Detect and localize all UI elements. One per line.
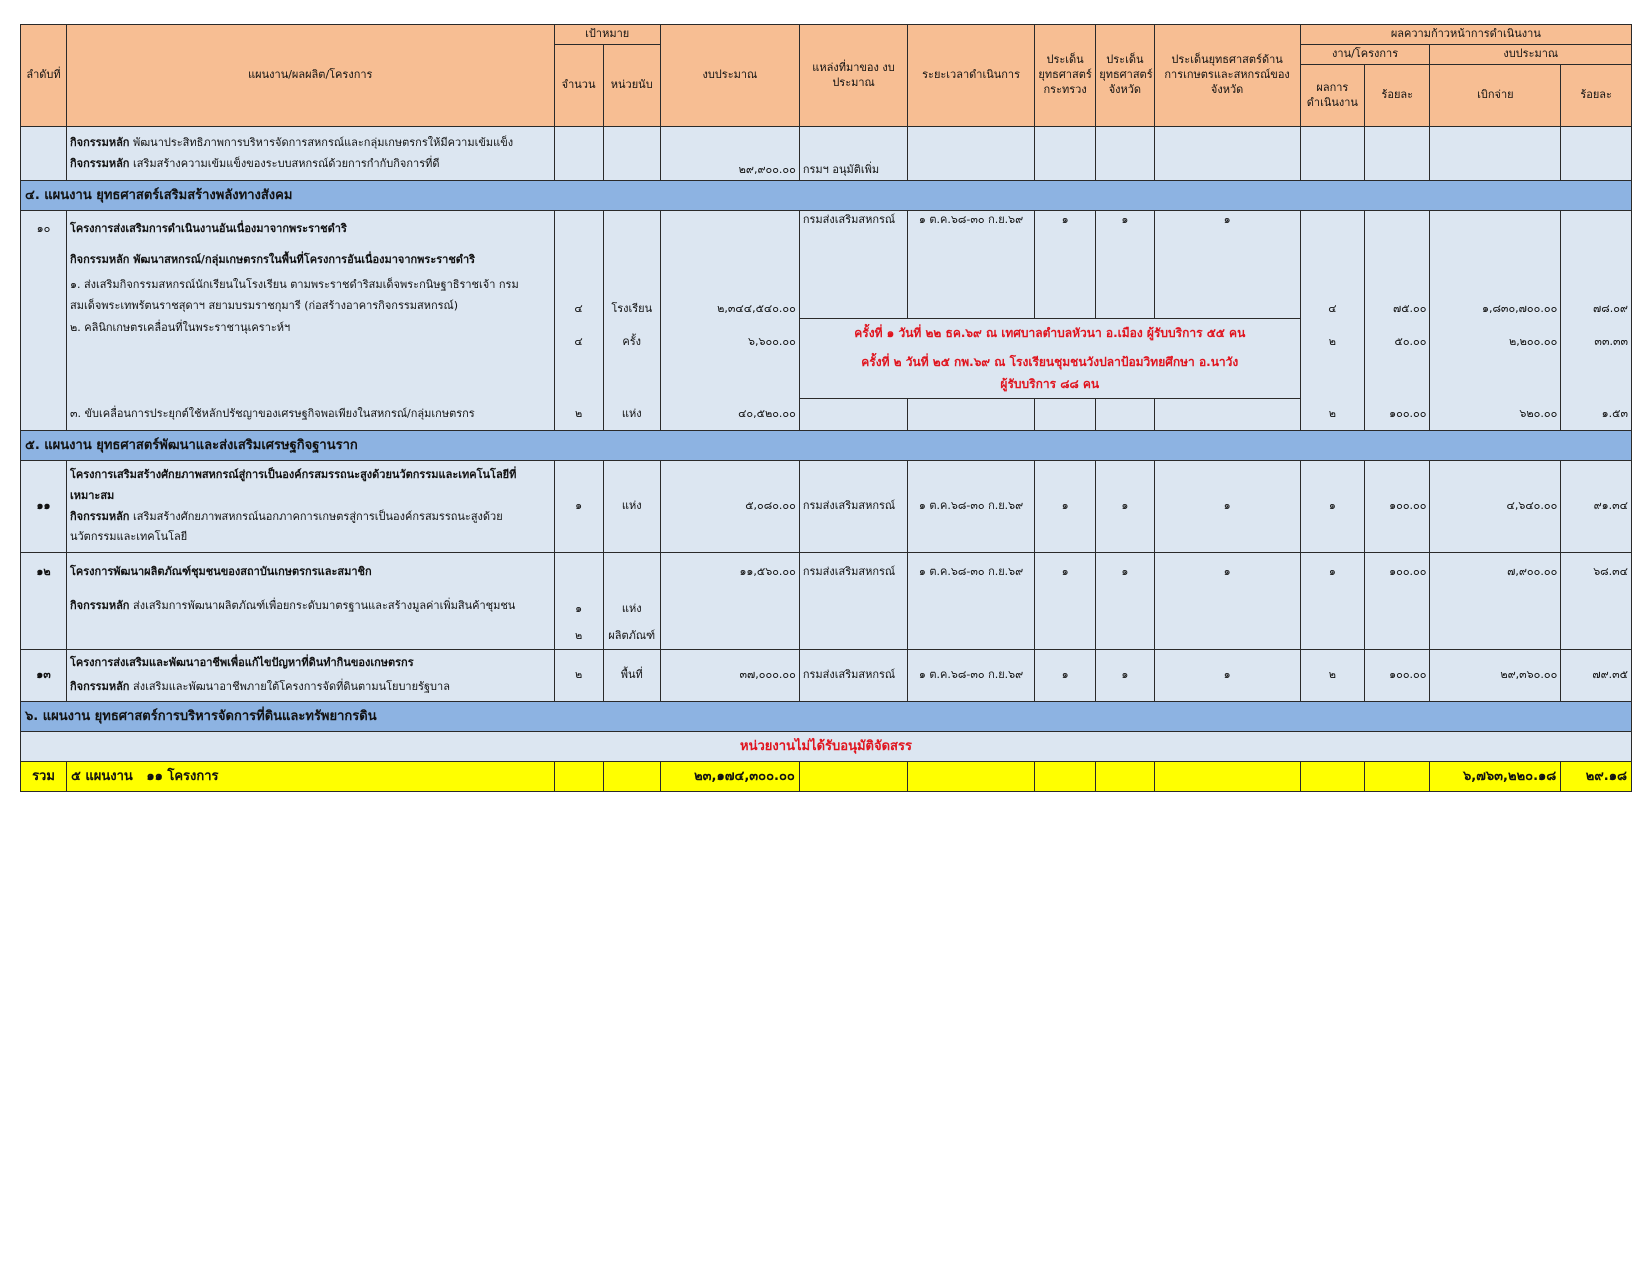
total-label: รวม	[21, 762, 67, 792]
p12-unit-a: แห่ง	[621, 601, 642, 615]
header-province: ประเด็น ยุทธศาสตร์ จังหวัด	[1096, 25, 1154, 127]
top-activities	[66, 127, 554, 181]
header-seq: ลำดับที่	[21, 25, 67, 127]
p12-coop: ๑	[1154, 553, 1300, 593]
p11-activity-line1: เสริมสร้างศักยภาพสหกรณ์นอกภาคการเกษตรสู่การเป็นองค์กรสมรรถนะสูงด้วย	[129, 509, 503, 523]
header-pct2: ร้อยละ	[1561, 65, 1632, 127]
p10-note-line3: ผู้รับบริการ ๘๘ คน	[1000, 377, 1100, 392]
p10-source: กรมส่งเสริมสหกรณ์	[799, 211, 907, 319]
p10-item-2-spent: ๒,๒๐๐.๐๐	[1430, 319, 1561, 399]
p12-seq: ๑๒	[21, 553, 67, 593]
p11-pct: ๑๐๐.๐๐	[1365, 461, 1430, 553]
top-source: กรมฯ อนุมัติเพิ่ม	[799, 127, 907, 181]
p13-ministry: ๑	[1034, 650, 1095, 702]
p12-amounts	[554, 593, 603, 650]
total-pct: ๒๙.๑๘	[1561, 762, 1632, 792]
header-spent: เบิกจ่าย	[1430, 65, 1561, 127]
p11-cell	[66, 461, 554, 553]
p10-item-1-line1: ๑. ส่งเสริมกิจกรรมสหกรณ์นักเรียนในโรงเรียน ตามพระราชดำริสมเด็จพระกนิษฐาธิราชเจ้า กรม	[69, 277, 519, 291]
p12-period: ๑ ต.ค.๖๘-๓๐ ก.ย.๖๙	[908, 553, 1035, 593]
p12-unit-b: ผลิตภัณฑ์	[608, 629, 656, 643]
p12-title: โครงการพัฒนาผลิตภัณฑ์ชุมชนของสถาบันเกษตรกรและสมาชิก	[66, 553, 554, 593]
p12-result: ๑	[1300, 553, 1364, 593]
p10-item-2-budget: ๖,๖๐๐.๐๐	[660, 319, 799, 399]
section-4-title: ๔. แผนงาน ยุทธศาสตร์เสริมสร้างพลังทางสังคม	[21, 181, 1632, 211]
p10-item-3-pct2: ๑.๕๓	[1561, 399, 1632, 431]
p10-note-line1: ครั้งที่ ๑ วันที่ ๒๒ ธค.๖๙ ณ เทศบาลตำบลหัวนา อ.เมือง ผู้รับบริการ ๕๕ คน	[854, 325, 1246, 340]
p10-item-1	[66, 273, 554, 319]
header-unit: หน่วยนับ	[603, 45, 660, 127]
header-progress: ผลความก้าวหน้าการดำเนินงาน	[1300, 25, 1631, 45]
progress-table	[20, 24, 1632, 792]
header-work: งาน/โครงการ	[1300, 45, 1430, 65]
p10-title: โครงการส่งเสริมการดำเนินงานอันเนื่องมาจากพระราชดำริ	[66, 211, 554, 249]
p10-coop: ๑	[1154, 211, 1300, 319]
p13-unit: พื้นที่	[603, 650, 660, 702]
p10-province: ๑	[1096, 211, 1154, 319]
p13-activity-text: ส่งเสริมและพัฒนาอาชีพภายใต้โครงการจัดที่ดินตามนโยบายรัฐบาล	[129, 680, 450, 694]
p11-ministry: ๑	[1034, 461, 1095, 553]
header-budget2: งบประมาณ	[1430, 45, 1632, 65]
top-budget: ๒๙,๙๐๐.๐๐	[660, 127, 799, 181]
header-result: ผลการ ดำเนินงาน	[1300, 65, 1364, 127]
p10-item-1-result: ๔	[1300, 273, 1364, 319]
p11-period: ๑ ต.ค.๖๘-๓๐ ก.ย.๖๙	[908, 461, 1035, 553]
p13-pct2: ๗๙.๓๕	[1561, 650, 1632, 702]
p12-pct: ๑๐๐.๐๐	[1365, 553, 1430, 593]
p11-pct2: ๙๑.๓๔	[1561, 461, 1632, 553]
p10-period: ๑ ต.ค.๖๘-๓๐ ก.ย.๖๙	[908, 211, 1035, 319]
p12-amount-b: ๒	[574, 629, 583, 643]
p10-item-2-pct2: ๓๓.๓๓	[1561, 319, 1632, 399]
p11-title-line1: โครงการเสริมสร้างศักยภาพสหกรณ์สู่การเป็นองค์กรสมรรถนะสูงด้วยนวัตกรรมและเทคโนโลยีที่	[69, 467, 517, 481]
p11-title-line2: เหมาะสม	[69, 488, 115, 502]
activity-text: เสริมสร้างความเข้มแข็งของระบบสหกรณ์ด้วยการกำกับกิจการที่ดี	[129, 156, 440, 170]
p10-item-3: ๓. ขับเคลื่อนการประยุกต์ใช้หลักปรัชญาของเศรษฐกิจพอเพียงในสหกรณ์/กลุ่มเกษตรกร	[66, 399, 554, 431]
total-spent: ๖,๗๖๓,๒๒๐.๑๘	[1430, 762, 1561, 792]
p11-amount: ๑	[554, 461, 603, 553]
p10-item-3-result: ๒	[1300, 399, 1364, 431]
p10-item-2-result: ๒	[1300, 319, 1364, 399]
activity-key: กิจกรรมหลัก	[69, 680, 130, 694]
p10-item-3-pct: ๑๐๐.๐๐	[1365, 399, 1430, 431]
p13-title: โครงการส่งเสริมและพัฒนาอาชีพเพื่อแก้ไขปัญหาที่ดินทำกินของเกษตรกร	[69, 656, 414, 670]
report-sheet	[20, 24, 1632, 792]
p13-source: กรมส่งเสริมสหกรณ์	[799, 650, 907, 702]
p10-item-1-unit: โรงเรียน	[603, 273, 660, 319]
p11-spent: ๔,๖๔๐.๐๐	[1430, 461, 1561, 553]
p12-province: ๑	[1096, 553, 1154, 593]
p10-item-1-pct: ๗๕.๐๐	[1365, 273, 1430, 319]
p12-amount-a: ๑	[575, 601, 583, 615]
p13-result: ๒	[1300, 650, 1364, 702]
p11-source: กรมส่งเสริมสหกรณ์	[799, 461, 907, 553]
p12-pct2: ๖๘.๓๔	[1561, 553, 1632, 593]
header-ministry: ประเด็น ยุทธศาสตร์ กระทรวง	[1034, 25, 1095, 127]
p10-note-line2: ครั้งที่ ๒ วันที่ ๒๕ กพ.๖๙ ณ โรงเรียนชุมชนวังปลาป้อมวิทยศึกษา อ.นาวัง	[861, 354, 1239, 369]
header-coop: ประเด็นยุทธศาสตร์ด้าน การเกษตรและสหกรณ์ของ จังหวัด	[1154, 25, 1300, 127]
p13-coop: ๑	[1154, 650, 1300, 702]
p10-item-1-budget: ๒,๓๔๔,๕๔๐.๐๐	[660, 273, 799, 319]
p10-ministry: ๑	[1034, 211, 1095, 319]
p10-item-2: ๒. คลินิกเกษตรเคลื่อนที่ในพระราชานุเคราะห์ฯ	[66, 319, 554, 399]
section-5-title: ๕. แผนงาน ยุทธศาสตร์พัฒนาและส่งเสริมเศรษฐกิจฐานราก	[21, 431, 1632, 461]
p13-seq: ๑๓	[21, 650, 67, 702]
p13-period: ๑ ต.ค.๖๘-๓๐ ก.ย.๖๙	[908, 650, 1035, 702]
p13-pct: ๑๐๐.๐๐	[1365, 650, 1430, 702]
header-source: แหล่งที่มาของ งบประมาณ	[799, 25, 907, 127]
p10-item-3-budget: ๔๐,๕๒๐.๐๐	[660, 399, 799, 431]
total-budget: ๒๓,๑๗๔,๓๐๐.๐๐	[660, 762, 799, 792]
total-text: ๕ แผนงาน ๑๑ โครงการ	[66, 762, 554, 792]
header-target: เป้าหมาย	[554, 25, 660, 45]
p10-item-3-spent: ๖๒๐.๐๐	[1430, 399, 1561, 431]
p10-item-1-pct2: ๗๘.๐๙	[1561, 273, 1632, 319]
p13-province: ๑	[1096, 650, 1154, 702]
p10-item-3-unit: แห่ง	[603, 399, 660, 431]
activity-text: พัฒนาประสิทธิภาพการบริหารจัดการสหกรณ์และกลุ่มเกษตรกรให้มีความเข้มแข็ง	[129, 135, 514, 149]
p12-activity	[66, 593, 554, 650]
p12-units	[603, 593, 660, 650]
cell-empty	[21, 127, 67, 181]
p10-activity-title: กิจกรรมหลัก พัฒนาสหกรณ์/กลุ่มเกษตรกรในพื้นที่โครงการอันเนื่องมาจากพระราชดำริ	[66, 249, 554, 273]
p12-ministry: ๑	[1034, 553, 1095, 593]
p11-province: ๑	[1096, 461, 1154, 553]
activity-key: กิจกรรมหลัก	[69, 135, 130, 149]
p12-budget: ๑๑,๕๖๐.๐๐	[660, 553, 799, 593]
p13-cell	[66, 650, 554, 702]
header-amount: จำนวน	[554, 45, 603, 127]
p10-item-2-amount: ๔	[554, 319, 603, 399]
p10-item-2-unit: ครั้ง	[603, 319, 660, 399]
p11-result: ๑	[1300, 461, 1364, 553]
p12-source: กรมส่งเสริมสหกรณ์	[799, 553, 907, 593]
p10-item-1-spent: ๑,๘๓๐,๗๐๐.๐๐	[1430, 273, 1561, 319]
activity-key: กิจกรรมหลัก	[69, 598, 130, 612]
p11-unit: แห่ง	[603, 461, 660, 553]
header-period: ระยะเวลาดำเนินการ	[908, 25, 1035, 127]
p10-item-1-amount: ๔	[554, 273, 603, 319]
p10-item-3-amount: ๒	[554, 399, 603, 431]
p11-coop: ๑	[1154, 461, 1300, 553]
activity-key: กิจกรรมหลัก	[69, 509, 130, 523]
section-6-title: ๖. แผนงาน ยุทธศาสตร์การบริหารจัดการที่ดินและทรัพยากรดิน	[21, 702, 1632, 732]
p12-spent: ๗,๙๐๐.๐๐	[1430, 553, 1561, 593]
p13-budget: ๓๗,๐๐๐.๐๐	[660, 650, 799, 702]
p11-activity-line2: นวัตกรรมและเทคโนโลยี	[69, 530, 188, 544]
activity-key: กิจกรรมหลัก	[69, 156, 130, 170]
header-plan: แผนงาน/ผลผลิต/โครงการ	[66, 25, 554, 127]
p11-seq: ๑๑	[21, 461, 67, 553]
p13-spent: ๒๙,๓๖๐.๐๐	[1430, 650, 1561, 702]
p10-item-2-note	[799, 319, 1300, 399]
p12-activity-text: ส่งเสริมการพัฒนาผลิตภัณฑ์เพื่อยกระดับมาตรฐานและสร้างมูลค่าเพิ่มสินค้าชุมชน	[129, 598, 516, 612]
header-pct1: ร้อยละ	[1365, 65, 1430, 127]
p10-seq: ๑๐	[21, 211, 67, 249]
p11-budget: ๕,๐๘๐.๐๐	[660, 461, 799, 553]
p10-item-2-pct: ๕๐.๐๐	[1365, 319, 1430, 399]
header-budget: งบประมาณ	[660, 25, 799, 127]
section-6-note: หน่วยงานไม่ได้รับอนุมัติจัดสรร	[21, 732, 1632, 762]
p10-item-1-line2: สมเด็จพระเทพรัตนราชสุดาฯ สยามบรมราชกุมารี (ก่อสร้างอาคารกิจกรรมสหกรณ์)	[69, 298, 459, 312]
p13-amount: ๒	[554, 650, 603, 702]
